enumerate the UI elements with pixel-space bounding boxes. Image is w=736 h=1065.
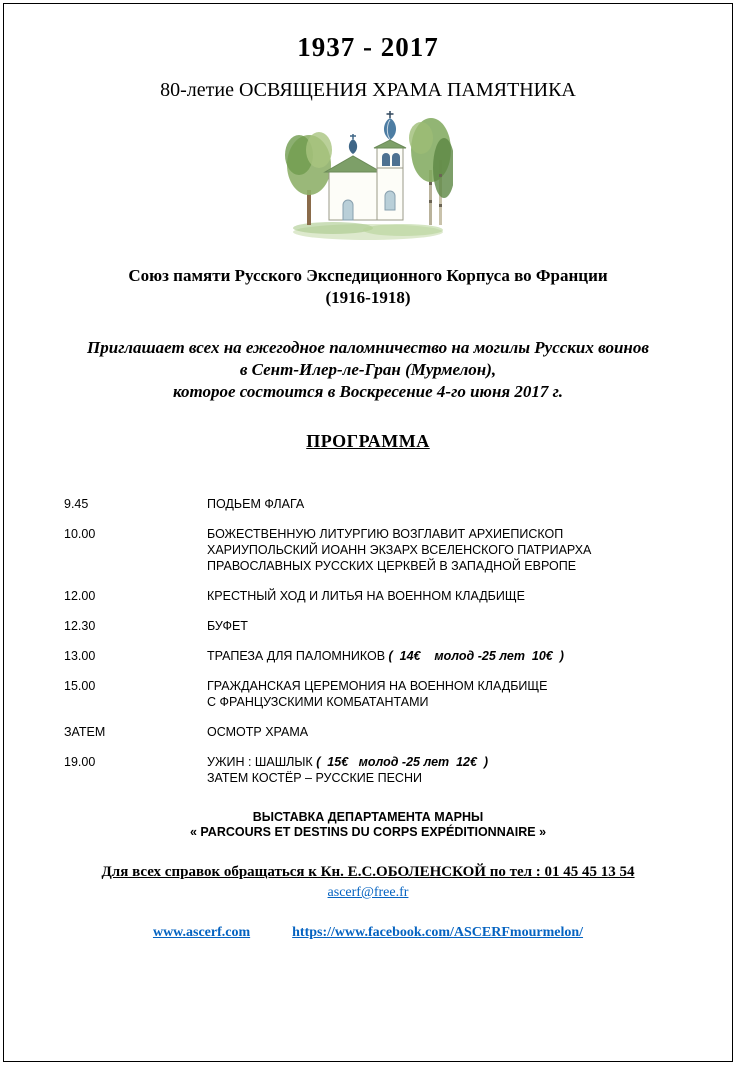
- anniversary-subtitle: 80-летие ОСВЯЩЕНИЯ ХРАМА ПАМЯТНИКА: [160, 79, 576, 101]
- schedule-row: [64, 496, 712, 512]
- description-line: ОСМОТР ХРАМА: [207, 725, 309, 739]
- time-cell: ЗАТЕМ: [64, 725, 106, 739]
- price-inline: ( 15€ молод -25 лет 12€ ): [316, 755, 489, 769]
- description-cell: [207, 526, 712, 574]
- time-cell: 12.00: [64, 589, 96, 603]
- schedule-table: [64, 496, 712, 786]
- schedule-row: [64, 754, 712, 786]
- price-inline: ( 14€ молод -25 лет 10€ ): [388, 649, 564, 663]
- description-line: БУФЕТ: [207, 619, 248, 633]
- flyer-page: [3, 3, 733, 1062]
- description-line: С ФРАНЦУЗСКИМИ КОМБАТАНТАМИ: [207, 695, 429, 709]
- description-line: ГРАЖДАНСКАЯ ЦЕРЕМОНИЯ НА ВОЕННОМ КЛАДБИЩЕ: [207, 679, 548, 693]
- description-line: ПРАВОСЛАВНЫХ РУССКИХ ЦЕРКВЕЙ В ЗАПАДНОЙ ЕВРОПЕ: [207, 559, 577, 573]
- description-cell: [207, 754, 712, 786]
- description-text: ТРАПЕЗА ДЛЯ ПАЛОМНИКОВ: [207, 649, 386, 663]
- website-link[interactable]: www.ascerf.com: [152, 925, 251, 940]
- schedule-row: [64, 526, 712, 574]
- email-line: [4, 883, 732, 901]
- time-cell: 15.00: [64, 679, 96, 693]
- description-line: ЗАТЕМ КОСТЁР – РУССКИЕ ПЕСНИ: [207, 771, 422, 785]
- description-line: БОЖЕСТВЕННУЮ ЛИТУРГИЮ ВОЗГЛАВИТ АРХИЕПИСКОП: [207, 527, 564, 541]
- invitation-line-1: Приглашает всех на ежегодное паломничество на могилы Русских воинов: [87, 338, 649, 357]
- program-heading: ПРОГРАММА: [306, 431, 430, 451]
- description-line: ХАРИУПОЛЬСКИЙ ИОАНН ЭКЗАРХ ВСЕЛЕНСКОГО ПАТРИАРХА: [207, 543, 592, 557]
- schedule-row: [64, 648, 712, 664]
- org-name-line: Союз памяти Русского Экспедиционного Корпуса во Франции: [128, 266, 608, 285]
- email-link[interactable]: ascerf@free.fr: [327, 885, 409, 900]
- description-cell: [207, 588, 712, 604]
- facebook-link[interactable]: https://www.facebook.com/ASCERFmourmelon/: [292, 925, 584, 940]
- time-cell: 12.30: [64, 619, 96, 633]
- church-watercolor-svg: [283, 110, 453, 242]
- time-cell: 13.00: [64, 649, 96, 663]
- time-cell: 19.00: [64, 755, 96, 769]
- time-cell: 10.00: [64, 527, 96, 541]
- years-title: 1937 - 2017: [297, 32, 439, 62]
- description-line: ПОДЬЕМ ФЛАГА: [207, 497, 305, 511]
- church-illustration: [283, 110, 453, 247]
- schedule-row: [64, 618, 712, 634]
- description-text: УЖИН : ШАШЛЫК: [207, 755, 313, 769]
- description-line: КРЕСТНЫЙ ХОД И ЛИТЬЯ НА ВОЕННОМ КЛАДБИЩЕ: [207, 589, 525, 603]
- description-line: [207, 648, 712, 664]
- org-years-line: (1916-1918): [325, 288, 411, 307]
- exhibition-line-2: « PARCOURS ET DESTINS DU CORPS EXPÉDITIONNAIRE »: [189, 825, 547, 839]
- schedule-row: [64, 588, 712, 604]
- description-line: [207, 754, 712, 770]
- time-cell: 9.45: [64, 497, 89, 511]
- contact-info-line: Для всех справок обращаться к Кн. Е.С.ОБОЛЕНСКОЙ по тел : 01 45 45 13 54: [101, 864, 635, 880]
- invitation-line-2: в Сент-Илер-ле-Гран (Мурмелон),: [239, 360, 497, 379]
- schedule-row: [64, 724, 712, 740]
- description-cell: [207, 724, 712, 740]
- description-cell: [207, 678, 712, 710]
- description-cell: [207, 496, 712, 512]
- links-row: [4, 925, 732, 941]
- exhibition-line-1: ВЫСТАВКА ДЕПАРТАМЕНТА МАРНЫ: [252, 810, 484, 824]
- description-cell: [207, 618, 712, 634]
- schedule-row: [64, 678, 712, 710]
- invitation-line-3: которое состоится в Воскресение 4-го июня 2017 г.: [173, 382, 563, 401]
- exhibition-block: [4, 810, 732, 840]
- description-cell: [207, 648, 712, 664]
